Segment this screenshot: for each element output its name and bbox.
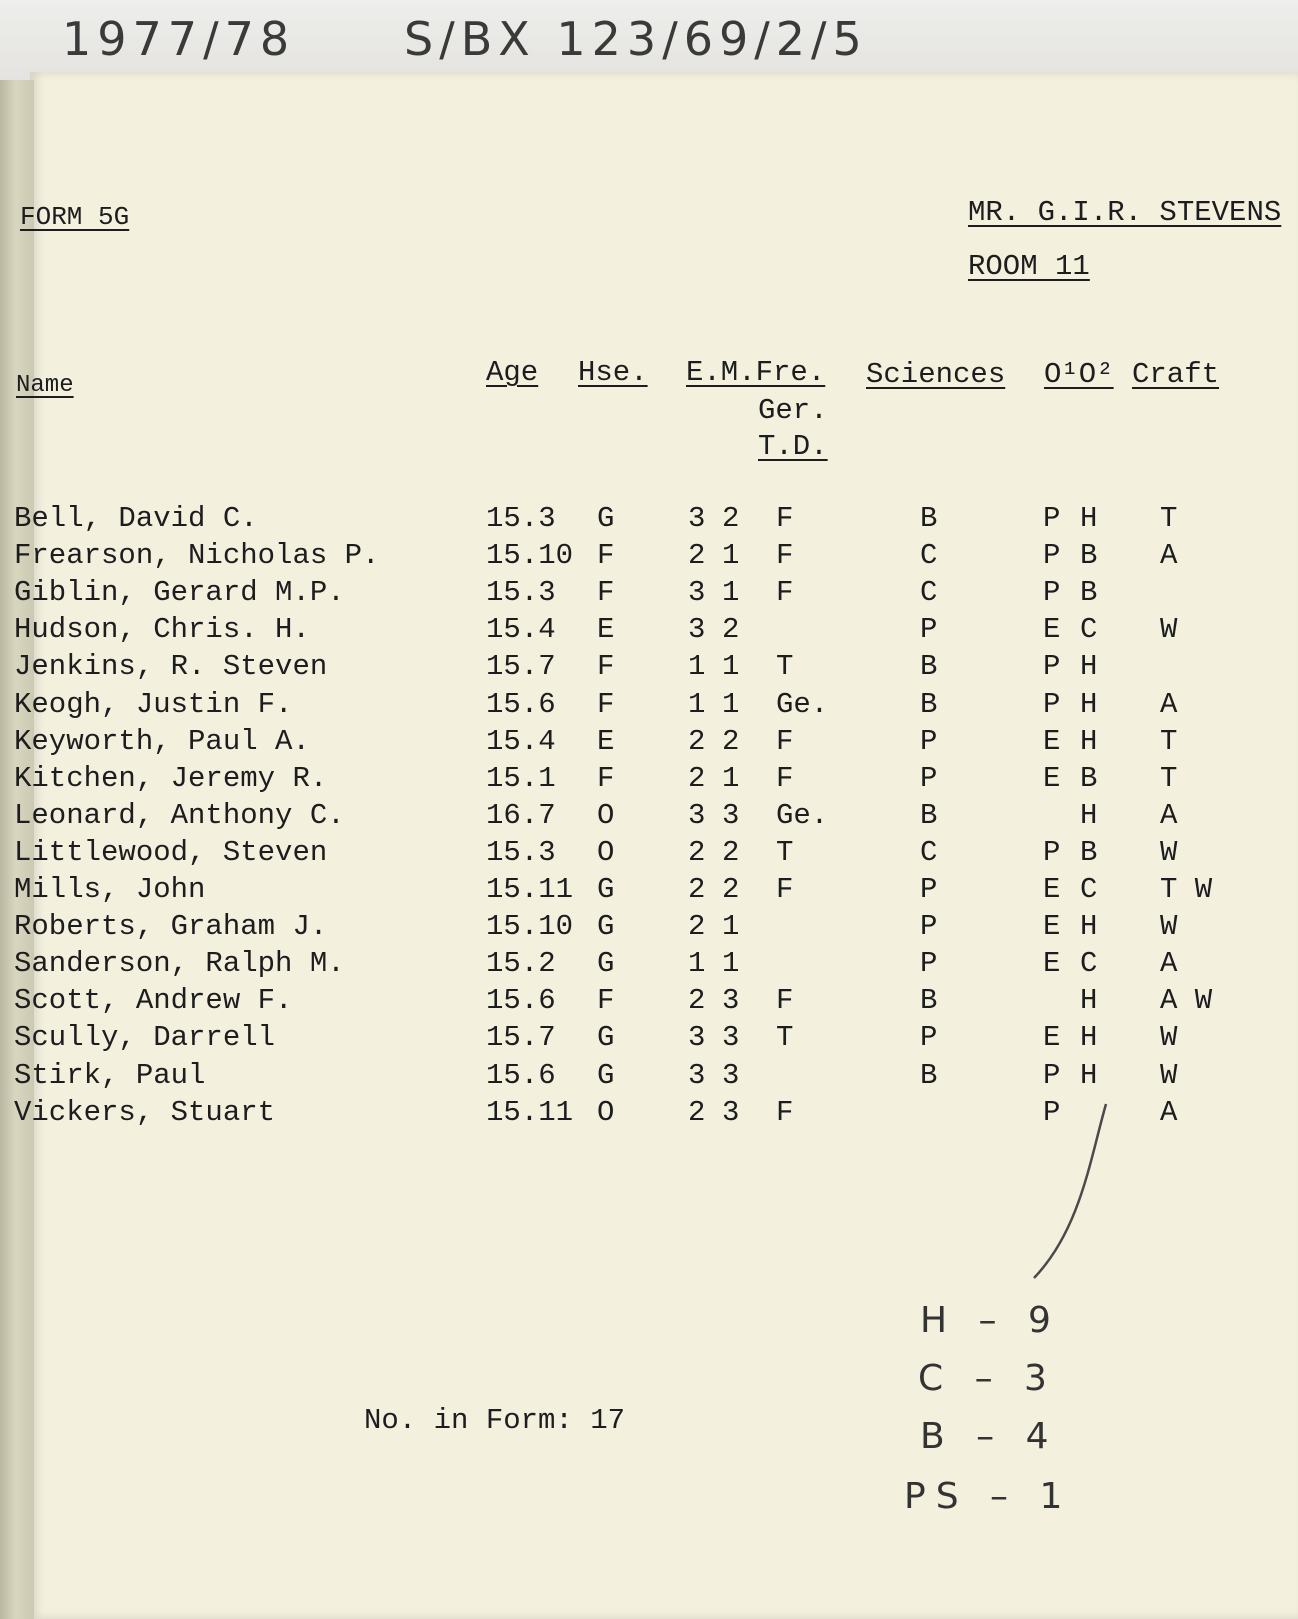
cell-name: Scully, Darrell bbox=[14, 1021, 276, 1055]
cell-o2: C bbox=[1080, 947, 1098, 981]
cell-age: 15.6 bbox=[486, 687, 556, 721]
cell-o1: P bbox=[1043, 539, 1061, 573]
cell-o1: E bbox=[1043, 724, 1061, 758]
cell-craft: W bbox=[1160, 1058, 1178, 1092]
cell-sci: P bbox=[920, 1021, 938, 1055]
col-options: O¹O² bbox=[1044, 358, 1114, 391]
cell-age: 15.7 bbox=[486, 650, 556, 684]
tally-line bbox=[918, 1358, 1057, 1399]
cell-o1: P bbox=[1043, 502, 1061, 535]
cell-e: 2 bbox=[688, 984, 706, 1018]
cell-e: 3 bbox=[688, 502, 706, 535]
tally-dash: – bbox=[968, 1476, 1040, 1517]
cell-e: 3 bbox=[688, 798, 706, 832]
cell-lang: T bbox=[776, 835, 794, 869]
cell-hse: O bbox=[597, 835, 615, 869]
cell-lang: F bbox=[776, 502, 794, 535]
col-name: Name bbox=[16, 372, 74, 399]
cell-age: 15.2 bbox=[486, 947, 556, 981]
cell-name: Roberts, Graham J. bbox=[14, 910, 328, 944]
cell-craft: A bbox=[1160, 947, 1178, 981]
cell-hse: G bbox=[597, 873, 615, 906]
cell-e: 3 bbox=[688, 1058, 706, 1092]
cell-e: 3 bbox=[688, 576, 706, 610]
cell-hse: F bbox=[597, 687, 615, 721]
cell-o1: E bbox=[1043, 947, 1061, 981]
cell-e: 2 bbox=[688, 873, 706, 906]
cell-o2: B bbox=[1080, 539, 1098, 573]
tally-value: 4 bbox=[1025, 1416, 1059, 1457]
cell-craft: A bbox=[1160, 687, 1178, 721]
cell-craft: T W bbox=[1160, 873, 1213, 906]
cell-name: Kitchen, Jeremy R. bbox=[14, 761, 328, 795]
cell-name: Bell, David C. bbox=[14, 502, 258, 535]
cell-e: 2 bbox=[688, 761, 706, 795]
cell-sci: P bbox=[920, 724, 938, 758]
cell-o1: E bbox=[1043, 1021, 1061, 1055]
cell-o1: P bbox=[1043, 650, 1061, 684]
cell-sci: B bbox=[920, 984, 938, 1018]
cell-age: 15.10 bbox=[486, 539, 574, 573]
cell-m: 2 bbox=[722, 835, 740, 869]
cell-lang: T bbox=[776, 1021, 794, 1055]
tally-line bbox=[904, 1476, 1072, 1517]
form-title: FORM 5G bbox=[20, 202, 130, 232]
cell-o2: B bbox=[1080, 576, 1098, 610]
cell-age: 16.7 bbox=[486, 798, 556, 832]
tally-label: PS bbox=[904, 1476, 969, 1517]
col-subjects-ger: Ger. bbox=[758, 394, 828, 427]
cell-m: 1 bbox=[722, 761, 740, 795]
cell-hse: G bbox=[597, 1021, 615, 1055]
cell-o2: H bbox=[1080, 910, 1098, 944]
cell-m: 3 bbox=[722, 1095, 740, 1129]
col-sciences: Sciences bbox=[866, 358, 1006, 391]
cell-hse: F bbox=[597, 761, 615, 795]
cell-o2: B bbox=[1080, 761, 1098, 795]
cell-e: 1 bbox=[688, 687, 706, 721]
cell-sci: B bbox=[920, 1058, 938, 1092]
cell-m: 3 bbox=[722, 1021, 740, 1055]
cell-hse: E bbox=[597, 613, 615, 647]
cell-name: Vickers, Stuart bbox=[14, 1095, 276, 1129]
cell-e: 3 bbox=[688, 1021, 706, 1055]
cell-age: 15.10 bbox=[486, 910, 574, 944]
cell-craft: W bbox=[1160, 910, 1178, 944]
cell-sci: P bbox=[920, 947, 938, 981]
cell-lang: F bbox=[776, 724, 794, 758]
col-subjects: E.M.Fre. bbox=[686, 356, 826, 389]
cell-craft: T bbox=[1160, 761, 1178, 795]
cell-age: 15.6 bbox=[486, 984, 556, 1018]
col-craft: Craft bbox=[1132, 358, 1220, 391]
archive-ref: S/BX 123/69/2/5 bbox=[404, 12, 868, 66]
cell-craft: T bbox=[1160, 724, 1178, 758]
cell-m: 1 bbox=[722, 650, 740, 684]
cell-o1: P bbox=[1043, 835, 1061, 869]
col-age: Age bbox=[486, 356, 539, 389]
cell-name: Sanderson, Ralph M. bbox=[14, 947, 345, 981]
cell-lang: F bbox=[776, 576, 794, 610]
cell-craft: A bbox=[1160, 798, 1178, 832]
tally-line bbox=[920, 1416, 1059, 1457]
cell-o2: H bbox=[1080, 724, 1098, 758]
teacher-name: MR. G.I.R. STEVENS bbox=[968, 196, 1282, 229]
cell-m: 2 bbox=[722, 873, 740, 906]
cell-age: 15.3 bbox=[486, 502, 556, 535]
cell-hse: G bbox=[597, 947, 615, 981]
cell-craft: A bbox=[1160, 539, 1178, 573]
cell-hse: F bbox=[597, 984, 615, 1018]
cell-age: 15.3 bbox=[486, 835, 556, 869]
cell-e: 2 bbox=[688, 1095, 706, 1129]
cell-o2: H bbox=[1080, 1058, 1098, 1092]
cell-m: 1 bbox=[722, 576, 740, 610]
cell-o2: C bbox=[1080, 613, 1098, 647]
tally-dash: – bbox=[953, 1358, 1025, 1399]
cell-age: 15.4 bbox=[486, 724, 556, 758]
cell-o2: H bbox=[1080, 798, 1098, 832]
cell-name: Keogh, Justin F. bbox=[14, 687, 293, 721]
cell-sci: B bbox=[920, 502, 938, 535]
cell-m: 2 bbox=[722, 613, 740, 647]
tally-label: C bbox=[918, 1358, 954, 1399]
cell-lang: F bbox=[776, 873, 794, 906]
col-house: Hse. bbox=[578, 356, 648, 389]
cell-o2: H bbox=[1080, 650, 1098, 684]
cell-hse: G bbox=[597, 910, 615, 944]
cell-hse: E bbox=[597, 724, 615, 758]
cell-o2: H bbox=[1080, 502, 1098, 535]
cell-e: 1 bbox=[688, 947, 706, 981]
cell-name: Keyworth, Paul A. bbox=[14, 724, 310, 758]
cell-name: Frearson, Nicholas P. bbox=[14, 539, 380, 573]
tally-label: B bbox=[920, 1416, 955, 1457]
tally-value: 1 bbox=[1039, 1476, 1073, 1517]
cell-sci: C bbox=[920, 576, 938, 610]
cell-sci: P bbox=[920, 910, 938, 944]
cell-lang: T bbox=[776, 650, 794, 684]
tally-value: 3 bbox=[1024, 1358, 1057, 1399]
archive-year: 1977/78 bbox=[62, 12, 296, 66]
cell-o1: E bbox=[1043, 761, 1061, 795]
cell-e: 2 bbox=[688, 724, 706, 758]
tally-line bbox=[920, 1300, 1061, 1341]
cell-age: 15.1 bbox=[486, 761, 556, 795]
cell-m: 2 bbox=[722, 502, 740, 535]
cell-o2: H bbox=[1080, 1021, 1098, 1055]
cell-name: Stirk, Paul bbox=[14, 1058, 206, 1092]
tally-value: 9 bbox=[1027, 1300, 1061, 1341]
cell-lang: F bbox=[776, 984, 794, 1018]
cell-name: Leonard, Anthony C. bbox=[14, 798, 345, 832]
cell-name: Littlewood, Steven bbox=[14, 835, 328, 869]
cell-hse: O bbox=[597, 1095, 615, 1129]
cell-o1: P bbox=[1043, 576, 1061, 610]
cell-age: 15.11 bbox=[486, 873, 574, 906]
cell-hse: F bbox=[597, 650, 615, 684]
cell-o1: P bbox=[1043, 1095, 1061, 1129]
cell-hse: F bbox=[597, 576, 615, 610]
cell-m: 3 bbox=[722, 984, 740, 1018]
cell-hse: G bbox=[597, 502, 615, 535]
cell-e: 1 bbox=[688, 650, 706, 684]
cell-m: 1 bbox=[722, 947, 740, 981]
cell-o2: H bbox=[1080, 687, 1098, 721]
col-subjects-td: T.D. bbox=[758, 430, 828, 463]
cell-age: 15.3 bbox=[486, 576, 556, 610]
cell-sci: C bbox=[920, 539, 938, 573]
tally-label: H bbox=[920, 1300, 958, 1341]
cell-name: Mills, John bbox=[14, 873, 206, 906]
cell-m: 3 bbox=[722, 798, 740, 832]
cell-age: 15.4 bbox=[486, 613, 556, 647]
cell-o1: P bbox=[1043, 1058, 1061, 1092]
cell-hse: G bbox=[597, 1058, 615, 1092]
tally-dash: – bbox=[954, 1416, 1026, 1457]
cell-e: 2 bbox=[688, 910, 706, 944]
cell-name: Scott, Andrew F. bbox=[14, 984, 293, 1018]
cell-o1: E bbox=[1043, 910, 1061, 944]
cell-e: 2 bbox=[688, 835, 706, 869]
cell-lang: Ge. bbox=[776, 798, 829, 832]
cell-e: 3 bbox=[688, 613, 706, 647]
cell-craft: A W bbox=[1160, 984, 1213, 1018]
form-count: No. in Form: 17 bbox=[364, 1404, 626, 1437]
cell-age: 15.6 bbox=[486, 1058, 556, 1092]
cell-craft: W bbox=[1160, 835, 1178, 869]
tally-dash: – bbox=[957, 1300, 1028, 1341]
room-number: ROOM 11 bbox=[968, 250, 1090, 283]
cell-m: 1 bbox=[722, 687, 740, 721]
cell-craft: T bbox=[1160, 502, 1178, 535]
cell-name: Jenkins, R. Steven bbox=[14, 650, 328, 684]
cell-name: Hudson, Chris. H. bbox=[14, 613, 310, 647]
cell-m: 2 bbox=[722, 724, 740, 758]
cell-hse: F bbox=[597, 539, 615, 573]
cell-sci: B bbox=[920, 687, 938, 721]
cell-hse: O bbox=[597, 798, 615, 832]
cell-craft: A bbox=[1160, 1095, 1178, 1129]
cell-o2: B bbox=[1080, 835, 1098, 869]
cell-o2: H bbox=[1080, 984, 1098, 1018]
cell-sci: B bbox=[920, 650, 938, 684]
cell-sci: B bbox=[920, 798, 938, 832]
cell-lang: Ge. bbox=[776, 687, 829, 721]
cell-m: 3 bbox=[722, 1058, 740, 1092]
cell-age: 15.7 bbox=[486, 1021, 556, 1055]
cell-sci: P bbox=[920, 613, 938, 647]
cell-o1: E bbox=[1043, 873, 1061, 906]
cell-age: 15.11 bbox=[486, 1095, 574, 1129]
cell-o1: P bbox=[1043, 687, 1061, 721]
cell-sci: P bbox=[920, 761, 938, 795]
cell-sci: P bbox=[920, 873, 938, 906]
cell-e: 2 bbox=[688, 539, 706, 573]
cell-m: 1 bbox=[722, 539, 740, 573]
cell-sci: C bbox=[920, 835, 938, 869]
cell-craft: W bbox=[1160, 613, 1178, 647]
cell-craft: W bbox=[1160, 1021, 1178, 1055]
cell-lang: F bbox=[776, 1095, 794, 1129]
cell-lang: F bbox=[776, 761, 794, 795]
cell-name: Giblin, Gerard M.P. bbox=[14, 576, 345, 610]
cell-o1: E bbox=[1043, 613, 1061, 647]
cell-m: 1 bbox=[722, 910, 740, 944]
cell-o2: C bbox=[1080, 873, 1098, 906]
cell-lang: F bbox=[776, 539, 794, 573]
